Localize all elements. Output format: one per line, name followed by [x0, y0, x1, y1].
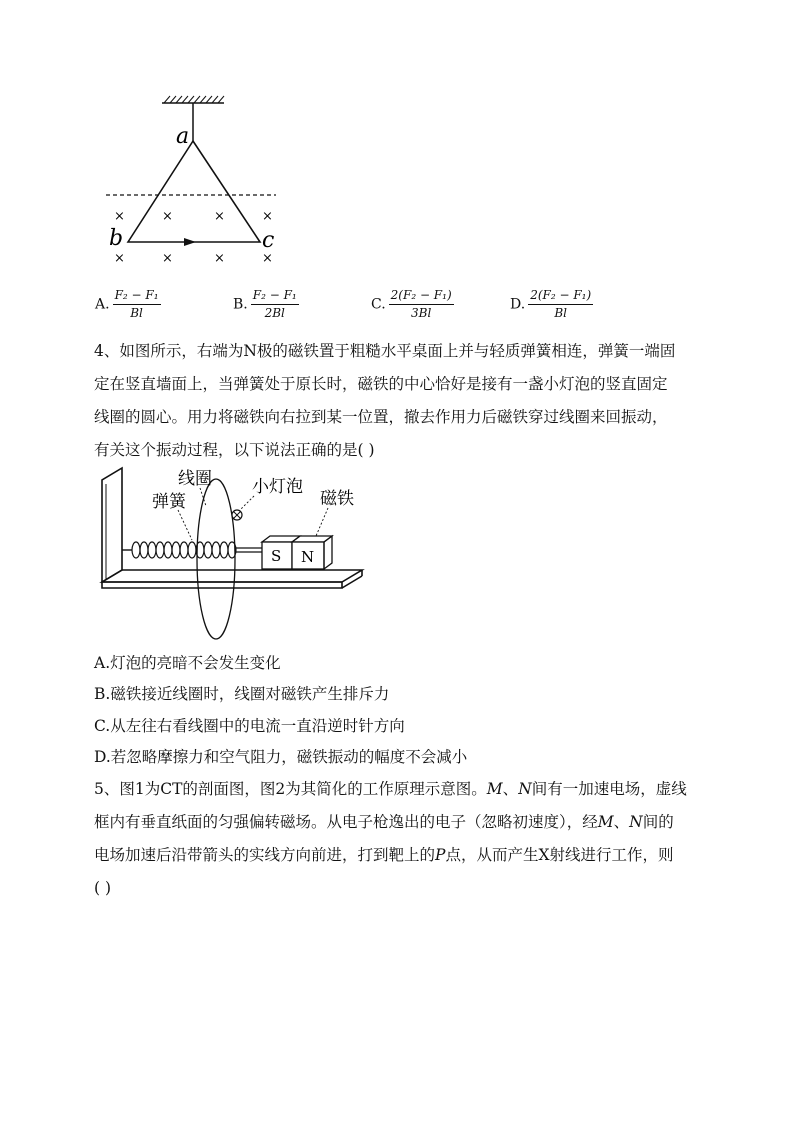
label-spring: 弹簧 [152, 492, 186, 512]
q4-option-c[interactable]: C.从左往右看线圈中的电流一直沿逆时针方向 [94, 717, 405, 735]
field-cross: × [162, 251, 173, 266]
option-d-denominator: Bl [554, 306, 567, 320]
field-cross: × [262, 209, 273, 224]
option-a-numerator: F₂ − F₁ [113, 288, 161, 305]
option-d-numerator: 2(F₂ − F₁) [528, 288, 593, 305]
question-5-stem [94, 773, 706, 905]
option-b-denominator: 2Bl [264, 306, 285, 320]
q3-option-a[interactable]: A. $\frac{\text{F₂ − F₁}}{Bl}$ [95, 288, 159, 320]
label-magnet: 磁铁 [320, 489, 354, 509]
option-b-numerator: F₂ − F₁ [251, 288, 299, 305]
field-cross: × [114, 209, 125, 224]
q3-option-c[interactable]: C. $\frac{\text{2(F₂ − F₁)}}{3Bl}$ [371, 288, 452, 320]
field-cross: × [214, 209, 225, 224]
q4-option-d[interactable]: D.若忽略摩擦力和空气阻力，磁铁振动的幅度不会减小 [94, 748, 468, 766]
label-bulb: 小灯泡 [252, 477, 303, 497]
q3-option-b[interactable]: B. $\frac{\text{F₂ − F₁}}{2Bl}$ [233, 288, 297, 320]
q5-line-2: 框内有垂直纸面的匀强偏转磁场。从电子枪逸出的电子（忽略初速度），经M、N间的 [94, 813, 674, 831]
vertex-label-a: a [176, 124, 190, 149]
magnet-pole-s: S [271, 547, 282, 565]
magnet-pole-n: N [301, 548, 315, 566]
q4-option-a[interactable]: A.灯泡的亮暗不会发生变化 [94, 654, 281, 672]
label-coil: 线圈 [178, 469, 212, 489]
vertex-label-b: b [109, 226, 124, 251]
option-c-denominator: 3Bl [411, 306, 432, 320]
field-cross: × [262, 251, 273, 266]
q4-option-b[interactable]: B.磁铁接近线圈时，线圈对磁铁产生排斥力 [94, 685, 390, 703]
triangle-figure [100, 95, 290, 270]
vertex-label-c: c [262, 228, 275, 253]
q3-option-d[interactable]: D. $\frac{\text{2(F₂ − F₁)}}{Bl}$ [510, 288, 592, 320]
field-cross: × [214, 251, 225, 266]
q5-line-1: 5、图1为CT的剖面图，图2为其简化的工作原理示意图。M、N间有一加速电场，虚线 [94, 780, 687, 798]
option-a-denominator: Bl [130, 306, 143, 320]
question-4-stem: 4、如图所示，右端为N极的磁铁置于粗糙水平桌面上并与轻质弹簧相连，弹簧一端固 定在竖直墙面上，当弹簧处于原长时，磁铁的中心恰好是接有一盏小灯泡的竖直固定 线圈的圆心。用力将磁铁向右拉到某一位置，撤去作用力后磁铁穿过线圈来回振动， 有关这个振动过程，以下说法正确的是( ) [94, 342, 676, 459]
q5-line-4: ( ) [94, 879, 112, 897]
field-cross: × [162, 209, 173, 224]
magnet-coil-figure [96, 462, 366, 644]
field-cross: × [114, 251, 125, 266]
q5-line-3: 电场加速后沿带箭头的实线方向前进，打到靶上的P点，从而产生X射线进行工作，则 [94, 846, 674, 864]
option-c-numerator: 2(F₂ − F₁) [389, 288, 454, 305]
